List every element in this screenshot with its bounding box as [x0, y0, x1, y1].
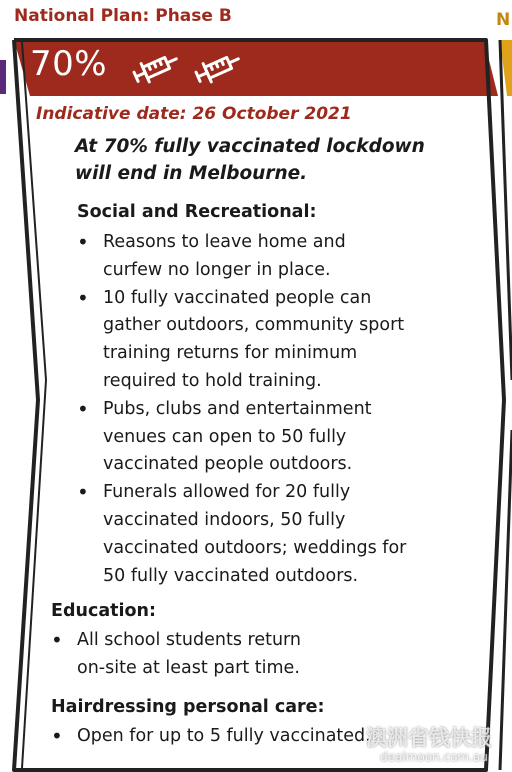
section-title-education: Education: — [51, 601, 156, 621]
watermark: 澳洲省钱快报 — [366, 726, 492, 750]
hairdressing-list — [51, 723, 371, 751]
headline-line: At 70% fully vaccinated lockdown — [75, 136, 425, 157]
list-item: • Open for up to 5 fully vaccinated. — [51, 723, 371, 751]
education-list — [51, 627, 301, 683]
list-item: • All school students return on-site at least part time. — [51, 627, 301, 683]
section-title-hairdressing: Hairdressing personal care: — [51, 697, 325, 717]
next-panel-title: N — [496, 10, 511, 30]
vaccination-percent: 70% — [30, 44, 108, 84]
list-item: • Pubs, clubs and entertainment venues can open to 50 fully vaccinated people outdoors. — [77, 396, 406, 479]
list-item: • Reasons to leave home and curfew no longer in place. — [77, 229, 406, 285]
page-title: National Plan: Phase B — [14, 6, 232, 26]
syringe-icon — [192, 50, 248, 84]
headline — [75, 133, 425, 187]
syringe-icon — [130, 50, 186, 84]
headline-line: will end in Melbourne. — [75, 163, 308, 184]
list-item: • 10 fully vaccinated people can gather outdoors, community sport training returns for minimum required to hold training. — [77, 285, 406, 396]
social-list — [77, 229, 406, 590]
section-title-social: Social and Recreational: — [77, 202, 317, 222]
indicative-date: Indicative date: 26 October 2021 — [36, 104, 352, 124]
watermark-url: dealmoon.com.au — [380, 750, 488, 764]
list-item: • Funerals allowed for 20 fully vaccinated indoors, 50 fully vaccinated outdoors; weddings for 50 fully vaccinated outdoors. — [77, 479, 406, 590]
chevron-inner-line — [22, 42, 46, 768]
prev-panel-edge — [0, 60, 6, 94]
